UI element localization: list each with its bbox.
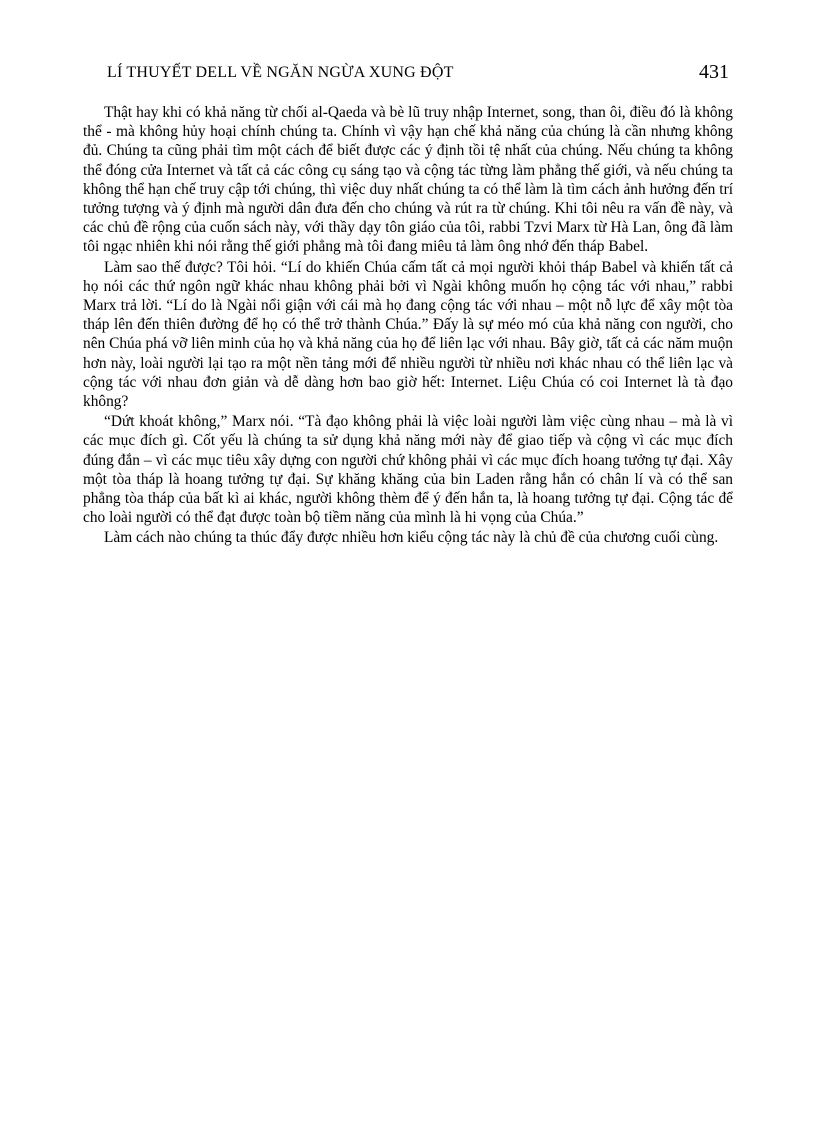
- page-header: [107, 61, 729, 88]
- paragraph: “Dứt khoát không,” Marx nói. “Tà đạo không phải là việc loài người làm việc cùng nhau – mà là vì các mục đích gì. Cốt yếu là chúng ta sử dụng khả năng mới này để giao tiếp và cộng vì các mục đích đúng đắn – vì các mục tiêu xây dựng con người chứ không phải vì các mục đích hoang tưởng tự đại. Xây một tòa tháp là hoang tưởng tự đại. Sự khăng khăng của bin Laden rằng hắn có chân lí và có thể san phẳng tòa tháp của bất kì ai khác, người không thèm để ý đến hắn ta, là hoang tưởng tự đại. Cộng tác để cho loài người có thể đạt được toàn bộ tiềm năng của mình là hi vọng của Chúa.”: [83, 413, 733, 527]
- paragraph: Thật hay khi có khả năng từ chối al-Qaeda và bè lũ truy nhập Internet, song, than ôi, điều đó là không thể - mà không hủy hoại chính chúng ta. Chính vì vậy hạn chế khả năng của chúng là cần nhưng không đủ. Chúng ta cũng phải tìm một cách để biết được các ý định tồi tệ nhất của chúng. Nếu chúng ta không thể đóng cửa Internet và tất cả các công cụ sáng tạo và cộng tác từng làm phẳng thế giới, và nếu chúng ta không thể hạn chế truy cập tới chúng, thì việc duy nhất chúng ta có thể làm là tìm cách ảnh hưởng đến trí tưởng tượng và ý định mà người dân đưa đến cho chúng và rút ra từ chúng. Khi tôi nêu ra vấn đề này, và các chủ đề rộng của cuốn sách này, với thầy dạy tôn giáo của tôi, rabbi Tzvi Marx từ Hà Lan, ông đã làm tôi ngạc nhiên khi nói rằng thế giới phẳng mà tôi đang miêu tả làm ông nhớ đến tháp Babel.: [83, 104, 733, 256]
- running-title: LÍ THUYẾT DELL VỀ NGĂN NGỪA XUNG ĐỘT: [107, 64, 454, 81]
- body-text: [83, 103, 733, 549]
- page-number: 431: [699, 61, 729, 83]
- paragraph: Làm cách nào chúng ta thúc đẩy được nhiều hơn kiểu cộng tác này là chủ đề của chương cuối cùng.: [104, 529, 719, 547]
- paragraph: Làm sao thế được? Tôi hỏi. “Lí do khiến Chúa cấm tất cả mọi người khỏi tháp Babel và khiến tất cả họ nói các thứ ngôn ngữ khác nhau không phải bởi vì Ngài không muốn họ cộng tác với nhau,” rabbi Marx trả lời. “Lí do là Ngài nổi giận với cái mà họ đang cộng tác với nhau – một nỗ lực để xây một tòa tháp lên đến thiên đường để họ có thể trở thành Chúa.” Đấy là sự méo mó của khả năng con người, cho nên Chúa phá vỡ liên minh của họ và khả năng của họ để liên lạc với nhau. Bây giờ, tất cả các năm muộn hơn này, loài người lại tạo ra một nền tảng mới để nhiều người từ nhiều nơi khác nhau có thể liên lạc và cộng tác với nhau đơn giản và dễ dàng hơn bao giờ hết: Internet. Liệu Chúa có coi Internet là tà đạo không?: [83, 258, 733, 411]
